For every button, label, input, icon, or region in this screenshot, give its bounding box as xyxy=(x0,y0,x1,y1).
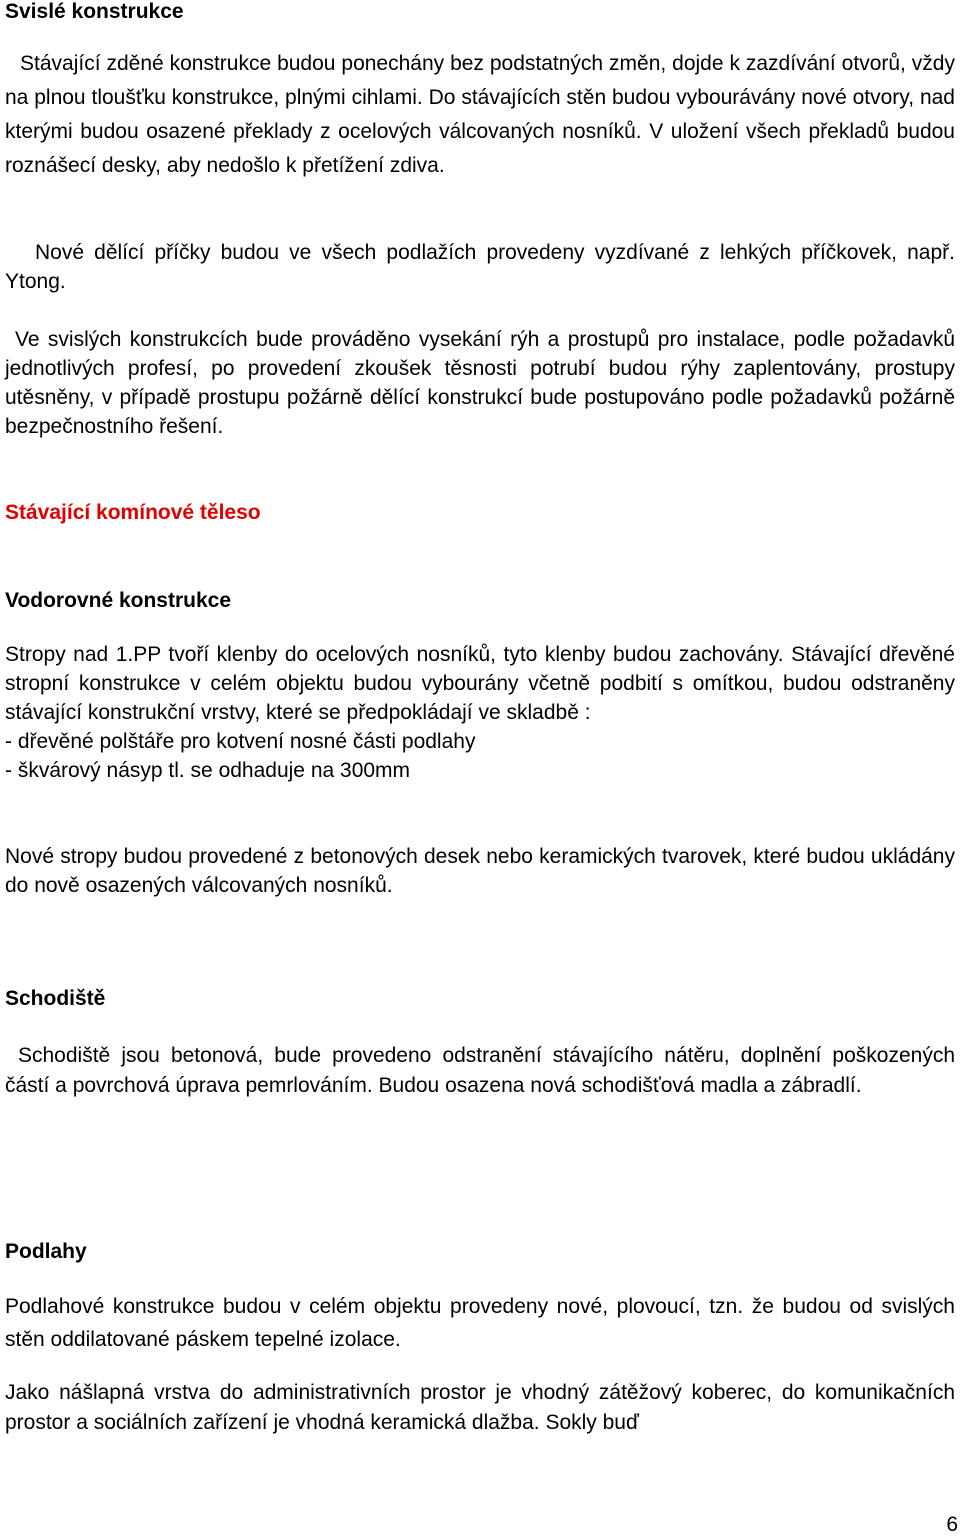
paragraph-vodorovne-2: Nové stropy budou provedené z betonových desek nebo keramických tvarovek, které budou ukládány do nově osazených válcovaných nosníků. xyxy=(5,845,955,897)
paragraph-svisle-1: Stávající zděné konstrukce budou ponechány bez podstatných změn, dojde k zazdívání otvorů, vždy na plnou tloušťku konstrukce, plnými cihlami. Do stávajících stěn budou vybourávány nové otvory, nad kterými budou osazené překlady z ocelových válcovaných nosníků. V uložení všech překladů budou roznášecí desky, aby nedošlo k přetížení zdiva. xyxy=(5,52,955,177)
vodorovne-body xyxy=(5,640,955,785)
section-heading-podlahy: Podlahy xyxy=(5,1240,87,1263)
page-number: 6 xyxy=(946,1513,958,1536)
layer-list xyxy=(5,727,955,785)
paragraph-svisle-2: Nové dělící příčky budou ve všech podlažích provedeny vyzdívané z lehkých příčkovek, např. Ytong. xyxy=(5,241,955,293)
paragraph-podlahy-1: Podlahové konstrukce budou v celém objektu provedeny nové, plovoucí, tzn. že budou od svislých stěn oddilatované páskem tepelné izolace. xyxy=(5,1295,955,1351)
section-heading-vodorovne-konstrukce: Vodorovné konstrukce xyxy=(5,589,231,612)
section-heading-kominove-teleso: Stávající komínové těleso xyxy=(5,501,261,524)
paragraph-podlahy-2: Jako nášlapná vrstva do administrativních prostor je vhodný zátěžový koberec, do komunikačních prostor a sociálních zařízení je vhodná keramická dlažba. Sokly buď xyxy=(5,1381,955,1434)
list-item: - škvárový násyp tl. se odhaduje na 300mm xyxy=(5,759,411,782)
list-item: - dřevěné polštáře pro kotvení nosné části podlahy xyxy=(5,730,476,753)
paragraph-schodiste-1: Schodiště jsou betonová, bude provedeno odstranění stávajícího nátěru, doplnění poškozených částí a povrchová úprava pemrlováním. Budou osazena nová schodišťová madla a zábradlí. xyxy=(5,1044,955,1097)
paragraph-vodorovne-1: Stropy nad 1.PP tvoří klenby do ocelových nosníků, tyto klenby budou zachovány. Stávající dřevěné stropní konstrukce v celém objektu budou vybourány včetně podbití s omítkou, budou odstraněny stávající konstrukční vrstvy, které se předpokládají ve skladbě : xyxy=(5,643,955,724)
section-heading-schodiste: Schodiště xyxy=(5,987,106,1010)
paragraph-svisle-3: Ve svislých konstrukcích bude prováděno vysekání rýh a prostupů pro instalace, podle požadavků jednotlivých profesí, po provedení zkoušek těsnosti potrubí budou rýhy zaplentovány, prostupy utěsněny, v případě prostupu požárně dělící konstrukcí bude postupováno podle požadavků požárně bezpečnostního řešení. xyxy=(5,328,955,438)
section-heading-svisle-konstrukce: Svislé konstrukce xyxy=(5,0,184,23)
